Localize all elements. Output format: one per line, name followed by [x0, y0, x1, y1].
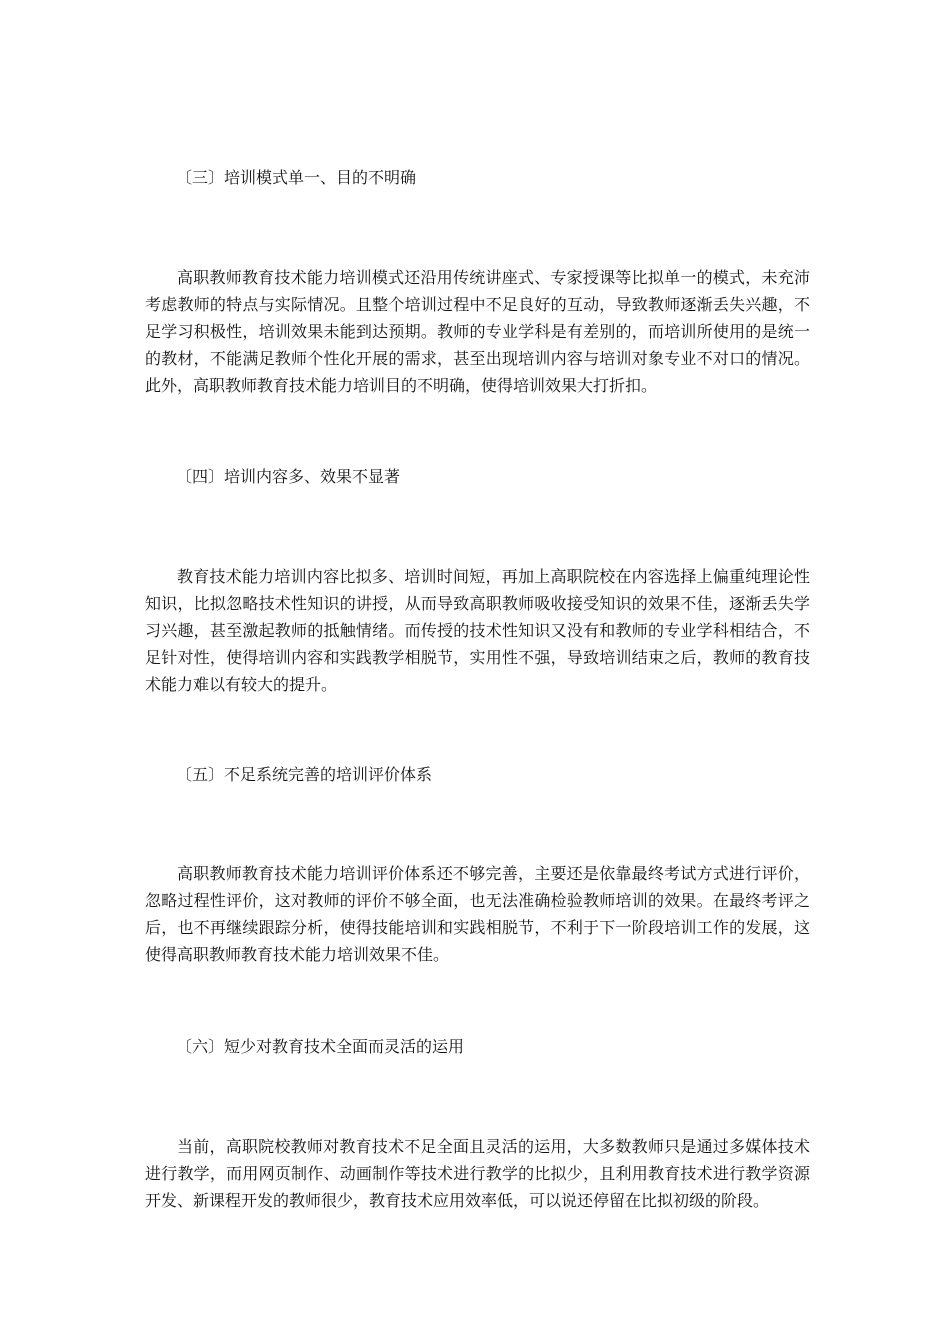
section-paragraph-4: 教育技术能力培训内容比拟多、培训时间短，再加上高职院校在内容选择上偏重纯理论性知识，比拟忽略技术性知识的讲授，从而导致高职教师吸收接受知识的效果不佳，逐渐丢失学习兴趣，甚至激起教师的抵触情绪。而传授的技术性知识又没有和教师的专业学科相结合，不足针对性，使得培训内容和实践教学相脱节，实用性不强，导致培训结束之后，教师的教育技术能力难以有较大的提升。	[145, 567, 810, 694]
section-paragraph-3: 高职教师教育技术能力培训模式还沿用传统讲座式、专家授课等比拟单一的模式，未充沛考虑教师的特点与实际情况。且整个培训过程中不足良好的互动，导致教师逐渐丢失兴趣，不足学习积极性，培训效果未能到达预期。教师的专业学科是有差别的，而培训所使用的是统一的教材，不能满足教师个性化开展的需求，甚至出现培训内容与培训对象专业不对口的情况。此外，高职教师教育技术能力培训目的不明确，使得培训效果大打折扣。	[145, 268, 810, 395]
section-heading-6: 〔六〕短少对教育技术全面而灵活的运用	[176, 1037, 465, 1056]
section-paragraph-6: 当前，高职院校教师对教育技术不足全面且灵活的运用，大多数教师只是通过多媒体技术进行教学，而用网页制作、动画制作等技术进行教学的比拟少，且利用教育技术进行教学资源开发、新课程开发的教师很少，教育技术应用效率低，可以说还停留在比拟初级的阶段。	[145, 1137, 810, 1210]
section-heading-3: 〔三〕培训模式单一、目的不明确	[176, 168, 417, 187]
section-paragraph-5: 高职教师教育技术能力培训评价体系还不够完善，主要还是依靠最终考试方式进行评价，忽略过程性评价，这对教师的评价不够全面，也无法准确检验教师培训的效果。在最终考评之后，也不再继续跟踪分析，使得技能培训和实践相脱节，不利于下一阶段培训工作的发展，这使得高职教师教育技术能力培训效果不佳。	[145, 864, 810, 964]
section-heading-5: 〔五〕不足系统完善的培训评价体系	[176, 765, 433, 784]
section-heading-4: 〔四〕培训内容多、效果不显著	[176, 467, 401, 486]
